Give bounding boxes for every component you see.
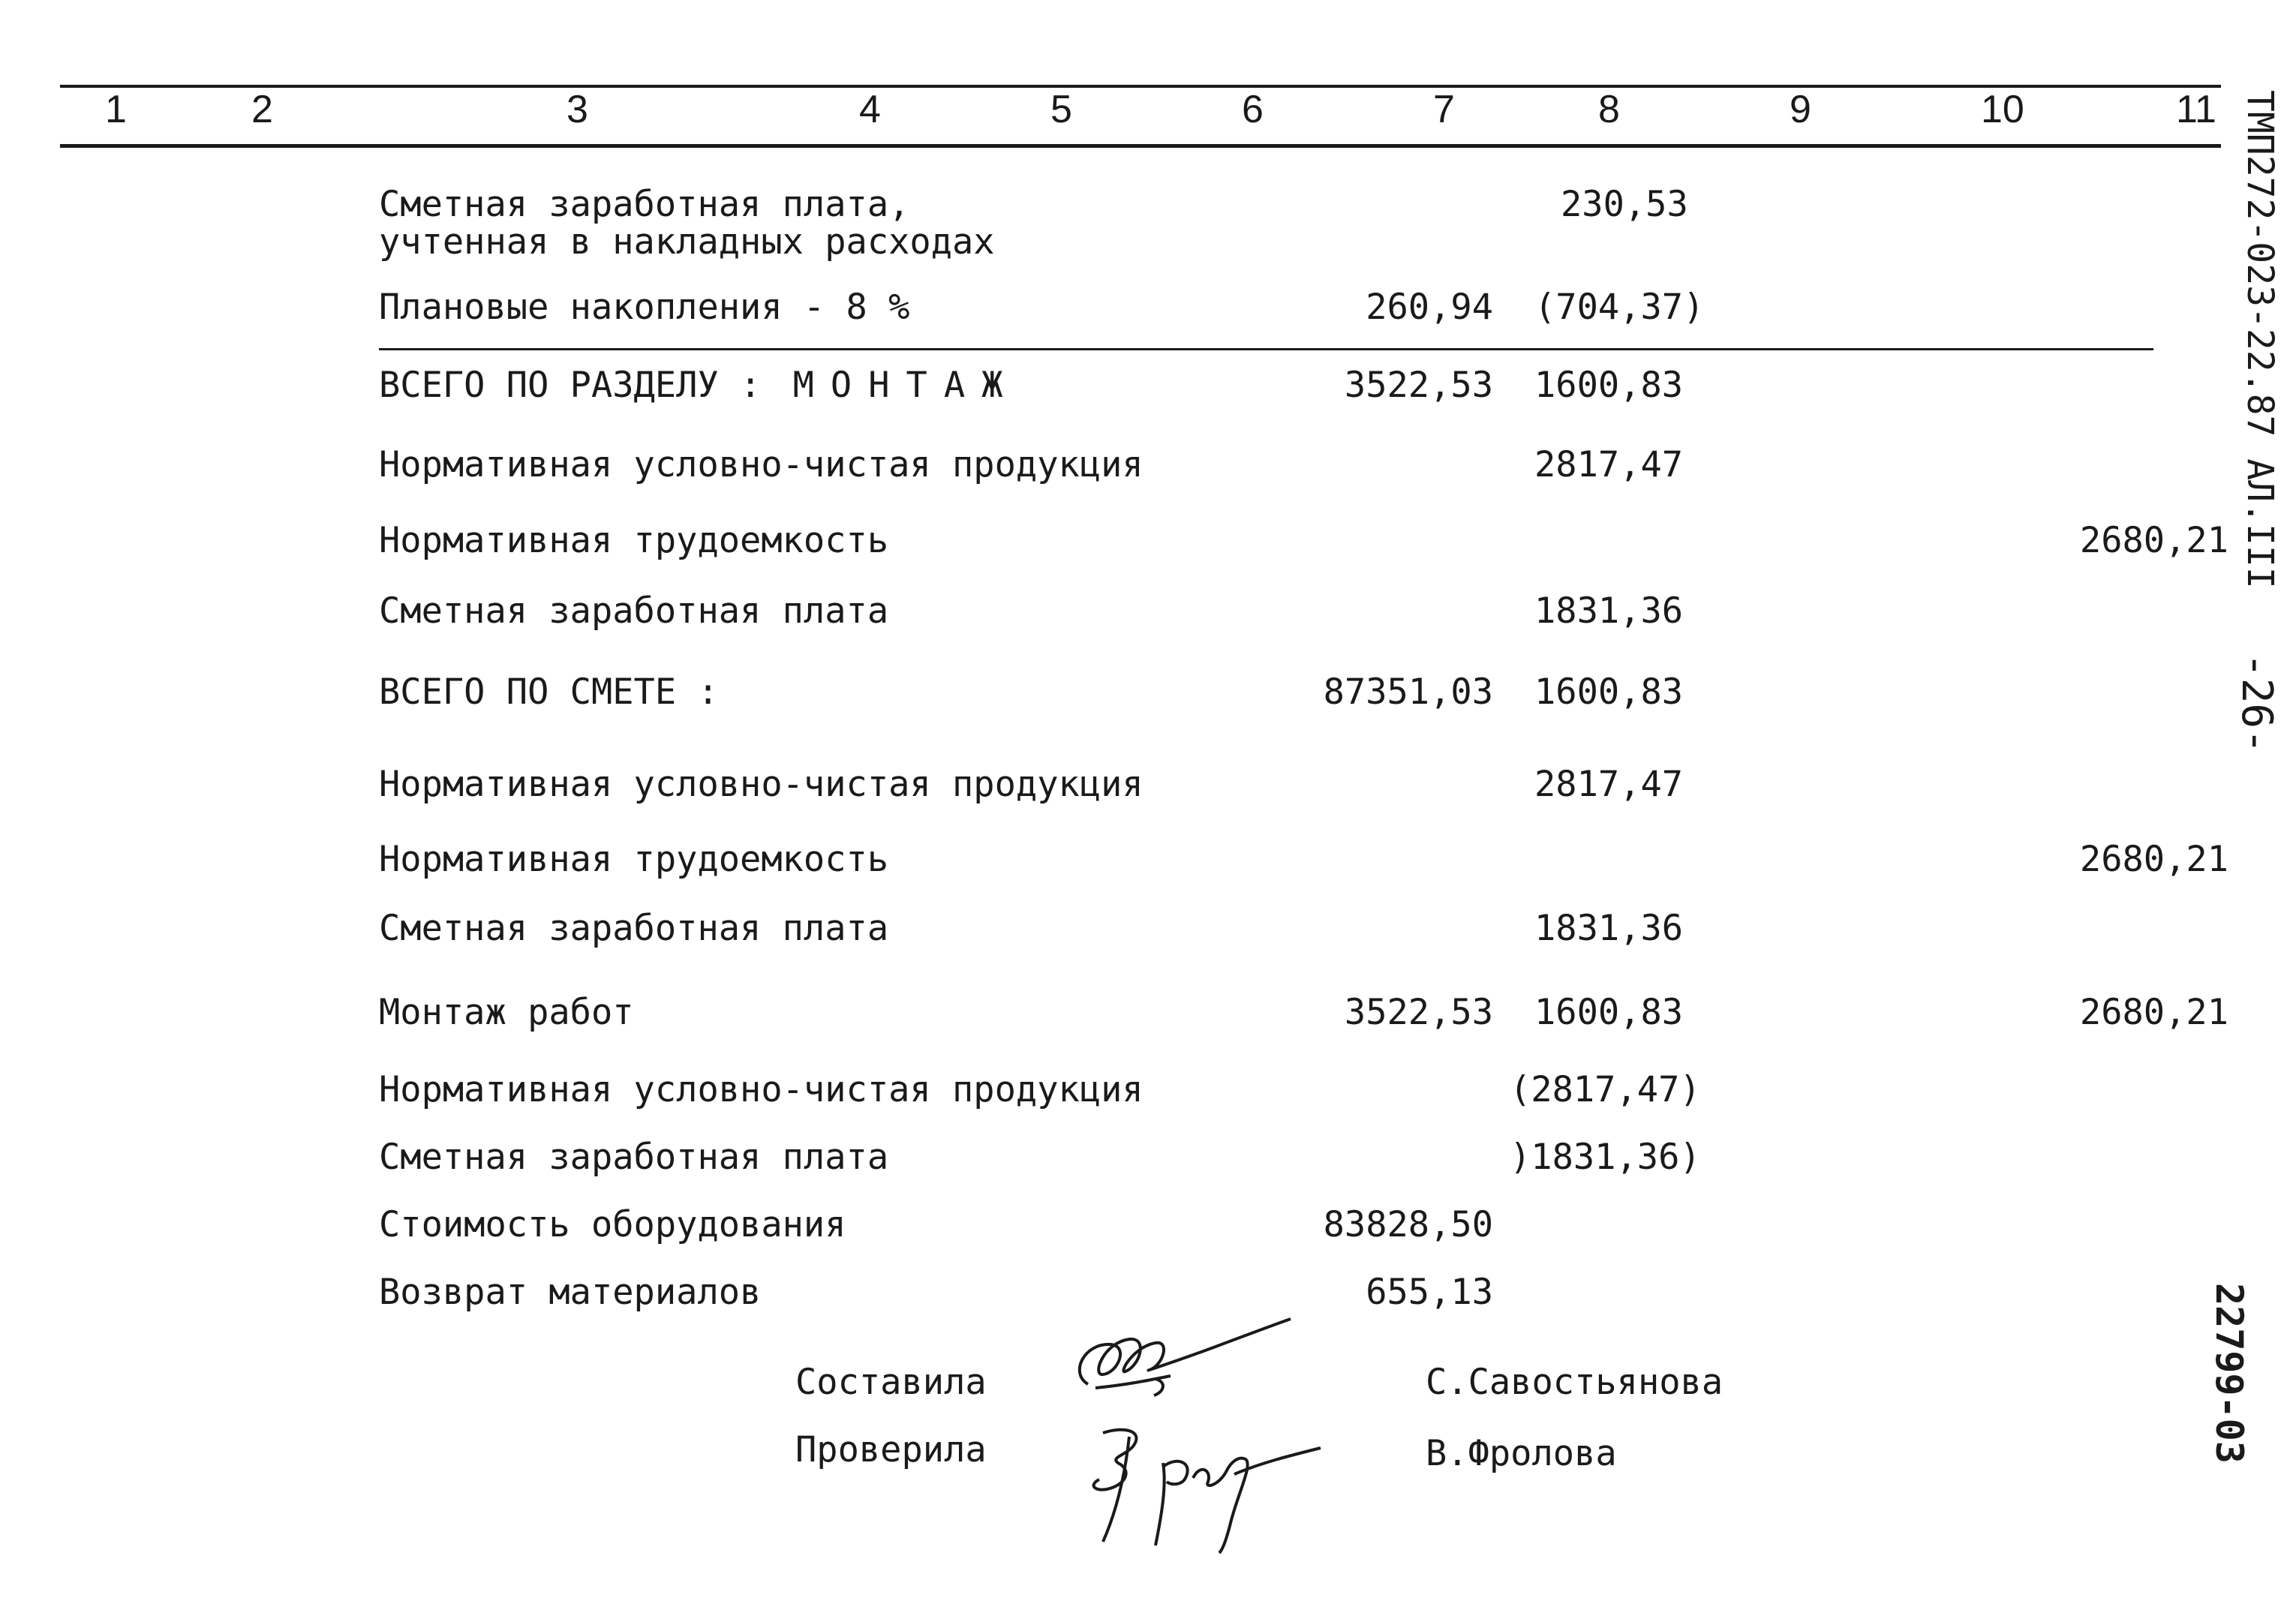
row-label: Нормативная условно-чистая продукция [379,444,1143,485]
value-col-8: 230,53 [1561,184,1688,225]
checked-by-label: Проверила [795,1429,987,1470]
row-label: Сметная заработная плата [379,908,889,949]
row-label: Сметная заработная плата [379,590,889,632]
row-label [379,365,1019,407]
signature-checker [1073,1410,1328,1560]
value-col-8: 1831,36 [1534,908,1684,949]
value-col-8: 2817,47 [1534,444,1684,485]
checked-by-name: В.Фролова [1426,1433,1617,1474]
value-col-8: (2817,47) [1510,1069,1701,1110]
section-name: МОНТАЖ [792,365,1020,406]
value-col-7: 83828,50 [1323,1204,1493,1245]
compiled-by-name: С.Савостьянова [1426,1362,1724,1403]
column-number-5: 5 [1050,88,1072,131]
value-col-11: 2680,21 [2079,992,2228,1033]
value-col-8: 1831,36 [1534,590,1684,632]
row-label: Сметная заработная плата [379,1137,889,1178]
column-number-4: 4 [859,88,881,131]
row-label: ВСЕГО ПО СМЕТЕ : [379,671,719,713]
row-label: Нормативная трудоемкость [379,839,889,880]
value-col-8: 2817,47 [1534,764,1684,805]
document-code: ТМП272-023-22.87 АЛ.III [2239,90,2281,589]
column-number-6: 6 [1242,88,1264,131]
row-label: Монтаж работ [379,992,634,1033]
section-divider [379,348,2153,350]
compiled-by-label: Составила [795,1362,987,1403]
row-label: Нормативная трудоемкость [379,520,889,561]
value-col-7: 655,13 [1366,1272,1493,1313]
column-number-10: 10 [1981,88,2024,131]
row-label: Нормативная условно-чистая продукция [379,1069,1143,1110]
row-label-continued: учтенная в накладных расходах [379,221,995,263]
value-col-11: 2680,21 [2079,520,2228,561]
signature-compiler [1065,1313,1298,1418]
column-number-11: 11 [2176,88,2216,131]
column-number-1: 1 [105,88,127,131]
page-number: -26- [2232,653,2281,754]
row-label: Плановые накопления - 8 % [379,287,910,328]
row-label: Возврат материалов [379,1272,762,1313]
header-bottom-rule [60,144,2221,148]
value-col-7: 3522,53 [1344,992,1493,1033]
column-number-8: 8 [1598,88,1620,131]
section-total-label: ВСЕГО ПО РАЗДЕЛУ : [379,365,762,406]
row-label: Стоимость оборудования [379,1204,846,1245]
column-number-3: 3 [566,88,588,131]
column-number-2: 2 [251,88,273,131]
value-col-8: 1600,83 [1534,671,1684,713]
row-label: Нормативная условно-чистая продукция [379,764,1143,805]
value-col-8: (704,37) [1534,287,1705,328]
archive-number: 22799-03 [2207,1283,2251,1464]
value-col-8: )1831,36) [1510,1137,1701,1178]
value-col-7: 87351,03 [1323,671,1493,713]
value-col-11: 2680,21 [2079,839,2228,880]
column-number-9: 9 [1790,88,1811,131]
value-col-8: 1600,83 [1534,365,1684,406]
row-label: Сметная заработная плата, [379,184,910,225]
header-top-rule [60,85,2221,88]
value-col-7: 260,94 [1366,287,1493,328]
value-col-8: 1600,83 [1534,992,1684,1033]
column-number-7: 7 [1433,88,1455,131]
value-col-7: 3522,53 [1344,365,1493,406]
